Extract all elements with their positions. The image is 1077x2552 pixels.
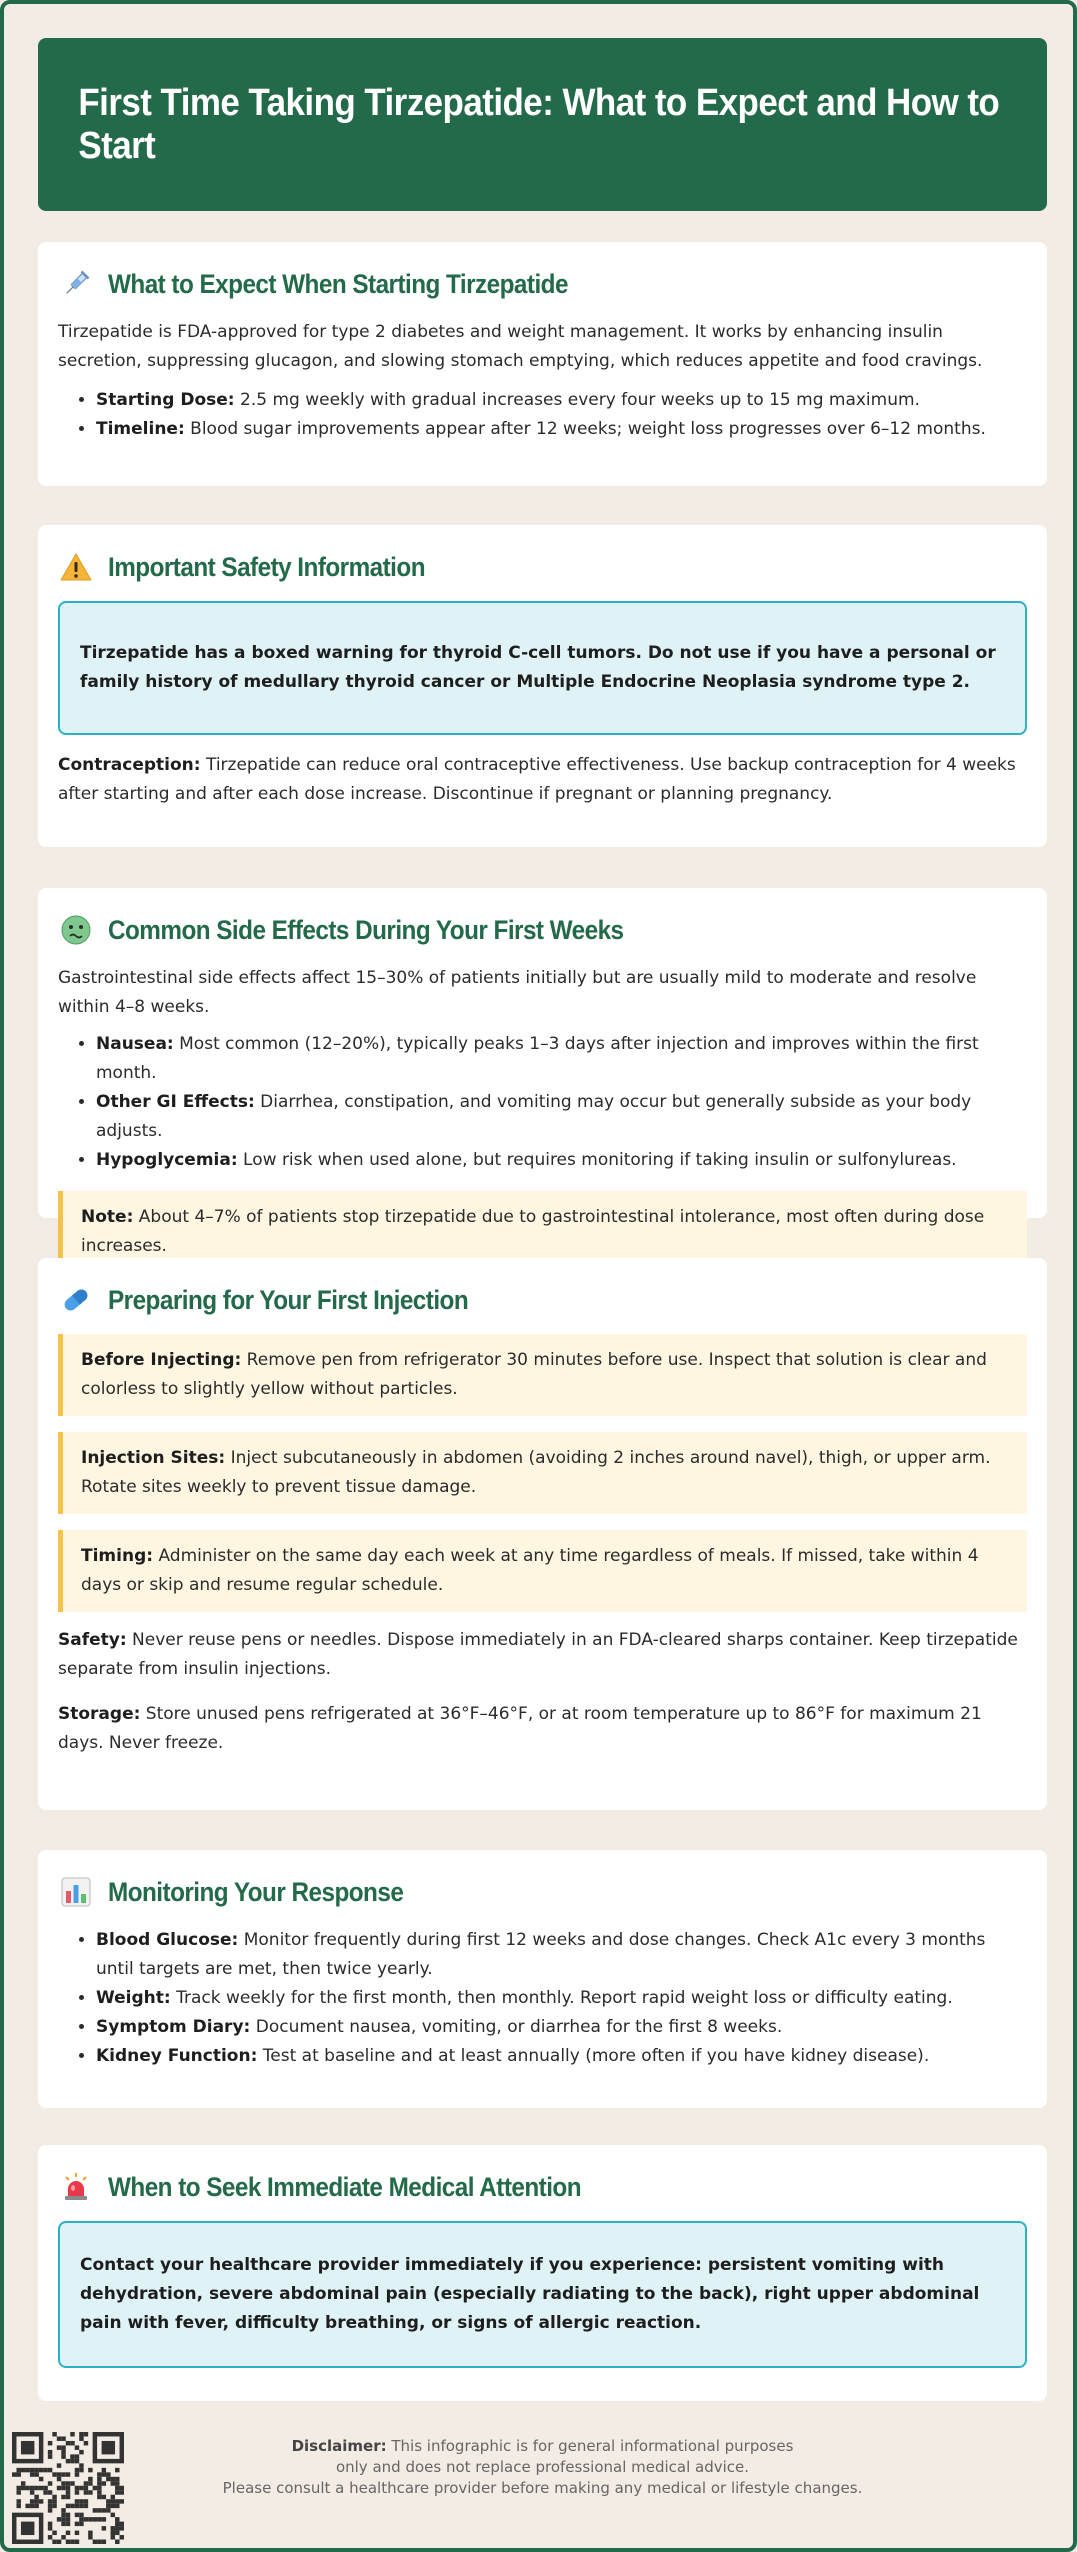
injection-sites-note: [58, 1432, 1027, 1514]
item-label: Safety:: [58, 1630, 127, 1650]
section-monitoring: [38, 1850, 1047, 2108]
item-text: Track weekly for the first month, then monthly. Report rapid weight loss or difficulty eating.: [170, 1988, 953, 2008]
side-effects-list: [96, 1030, 1027, 1175]
section-header: [58, 1872, 1027, 1912]
list-item: [96, 1030, 1027, 1088]
list-item: [96, 1146, 1027, 1175]
note-label: Before Injecting:: [81, 1350, 242, 1370]
section-first-injection: [38, 1258, 1047, 1810]
item-label: Starting Dose:: [96, 390, 235, 410]
disclaimer-text: This infographic is for general informational purposes: [386, 2437, 794, 2455]
item-label: Blood Glucose:: [96, 1930, 239, 1950]
item-text: Store unused pens refrigerated at 36°F–46°F, or at room temperature up to 86°F for maximum 21 days. Never freeze.: [58, 1704, 982, 1753]
item-text: Document nausea, vomiting, or diarrhea for the first 8 weeks.: [250, 2017, 783, 2037]
nauseated-face-icon: [58, 912, 94, 948]
item-label: Other GI Effects:: [96, 1092, 255, 1112]
note-text: Inject subcutaneously in abdomen (avoiding 2 inches around navel), thigh, or upper arm. Rotate sites weekly to prevent tissue damage.: [81, 1448, 991, 1497]
item-label: Kidney Function:: [96, 2046, 258, 2066]
section-safety: [38, 525, 1047, 847]
contraception-text: [58, 751, 1027, 809]
boxed-warning-alert: Tirzepatide has a boxed warning for thyroid C-cell tumors. Do not use if you have a personal or family history of medullary thyroid cancer or Multiple Endocrine Neoplasia syndrome type 2.: [58, 601, 1027, 735]
page-header: [38, 38, 1047, 211]
section-header: [58, 2167, 1027, 2207]
emergency-alert: Contact your healthcare provider immediately if you experience: persistent vomiting with dehydration, severe abdominal pain (especially radiating to the back), right upper abdominal pain with fever, difficulty breathing, or signs of allergic reaction.: [58, 2221, 1027, 2368]
note-text: About 4–7% of patients stop tirzepatide due to gastrointestinal intolerance, most often during dose increases.: [81, 1207, 985, 1256]
section-header: [58, 264, 1027, 304]
disclaimer-label: Disclaimer:: [291, 2437, 387, 2455]
item-text: 2.5 mg weekly with gradual increases every four weeks up to 15 mg maximum.: [234, 390, 920, 410]
item-text: Diarrhea, constipation, and vomiting may occur but generally subside as your body adjusts.: [96, 1092, 972, 1141]
item-label: Contraception:: [58, 755, 201, 775]
syringe-icon: [58, 266, 94, 302]
section-header: [58, 547, 1027, 587]
expect-list: [96, 386, 1027, 444]
item-text: Test at baseline and at least annually (more often if you have kidney disease).: [257, 2046, 930, 2066]
section-intro: Gastrointestinal side effects affect 15–30% of patients initially but are usually mild to moderate and resolve within 4–8 weeks.: [58, 968, 977, 1017]
before-injecting-note: [58, 1334, 1027, 1416]
list-item: [96, 2042, 1027, 2071]
list-item: [96, 415, 1027, 444]
list-item: [96, 1984, 1027, 2013]
section-title: Preparing for Your First Injection: [108, 1284, 469, 1315]
disclaimer-line-1: [4, 2436, 1077, 2457]
section-what-to-expect: [38, 242, 1047, 486]
item-label: Weight:: [96, 1988, 171, 2008]
section-title: Monitoring Your Response: [108, 1876, 404, 1907]
item-text: Most common (12–20%), typically peaks 1–3 days after injection and improves within the first month.: [96, 1034, 979, 1083]
disclaimer-line-2: only and does not replace professional medical advice.: [335, 2458, 750, 2476]
item-text: Never reuse pens or needles. Dispose immediately in an FDA-cleared sharps container. Keep tirzepatide separate from insulin injections.: [58, 1630, 1018, 1679]
item-text: Tirzepatide can reduce oral contraceptive effectiveness. Use backup contraception for 4 weeks after starting and after each dose increase. Discontinue if pregnant or planning pregnancy.: [58, 755, 1016, 804]
disclaimer: [4, 2436, 1077, 2499]
list-item: [96, 1926, 1027, 1984]
section-title: When to Seek Immediate Medical Attention: [108, 2171, 582, 2202]
note-label: Injection Sites:: [81, 1448, 226, 1468]
item-text: Blood sugar improvements appear after 12 weeks; weight loss progresses over 6–12 months.: [184, 419, 986, 439]
disclaimer-line-3: Please consult a healthcare provider before making any medical or lifestyle changes.: [222, 2479, 863, 2497]
monitoring-list: [96, 1926, 1027, 2071]
timing-note: [58, 1530, 1027, 1612]
siren-icon: [58, 2169, 94, 2205]
note-text: Administer on the same day each week at any time regardless of meals. If missed, take within 4 days or skip and resume regular schedule.: [81, 1546, 979, 1595]
warning-icon: [58, 549, 94, 585]
item-label: Storage:: [58, 1704, 141, 1724]
section-title: Important Safety Information: [108, 551, 426, 582]
note-label: Note:: [81, 1207, 134, 1227]
section-emergency: [38, 2145, 1047, 2401]
section-header: [58, 910, 1027, 950]
storage-text: [58, 1700, 1027, 1758]
item-label: Symptom Diary:: [96, 2017, 251, 2037]
item-label: Timeline:: [96, 419, 185, 439]
section-title: What to Expect When Starting Tirzepatide: [108, 268, 568, 299]
item-text: Low risk when used alone, but requires monitoring if taking insulin or sulfonylureas.: [237, 1150, 957, 1170]
safety-text: [58, 1626, 1027, 1684]
page-title: First Time Taking Tirzepatide: What to Expect and How to Start: [78, 81, 1000, 167]
list-item: [96, 386, 1027, 415]
list-item: [96, 2013, 1027, 2042]
bar-chart-icon: [58, 1874, 94, 1910]
section-intro: Tirzepatide is FDA-approved for type 2 diabetes and weight management. It works by enhancing insulin secretion, suppressing glucagon, and slowing stomach emptying, which reduces appetite and food cravings.: [58, 322, 983, 371]
section-side-effects: [38, 888, 1047, 1256]
section-title: Common Side Effects During Your First Weeks: [108, 914, 624, 945]
item-label: Hypoglycemia:: [96, 1150, 238, 1170]
note-label: Timing:: [81, 1546, 154, 1566]
note-text: Remove pen from refrigerator 30 minutes before use. Inspect that solution is clear and colorless to slightly yellow without particles.: [81, 1350, 987, 1399]
pill-icon: [58, 1282, 94, 1318]
item-text: Monitor frequently during first 12 weeks and dose changes. Check A1c every 3 months until targets are met, then twice yearly.: [96, 1930, 986, 1979]
section-header: [58, 1280, 1027, 1320]
list-item: [96, 1088, 1027, 1146]
item-label: Nausea:: [96, 1034, 174, 1054]
